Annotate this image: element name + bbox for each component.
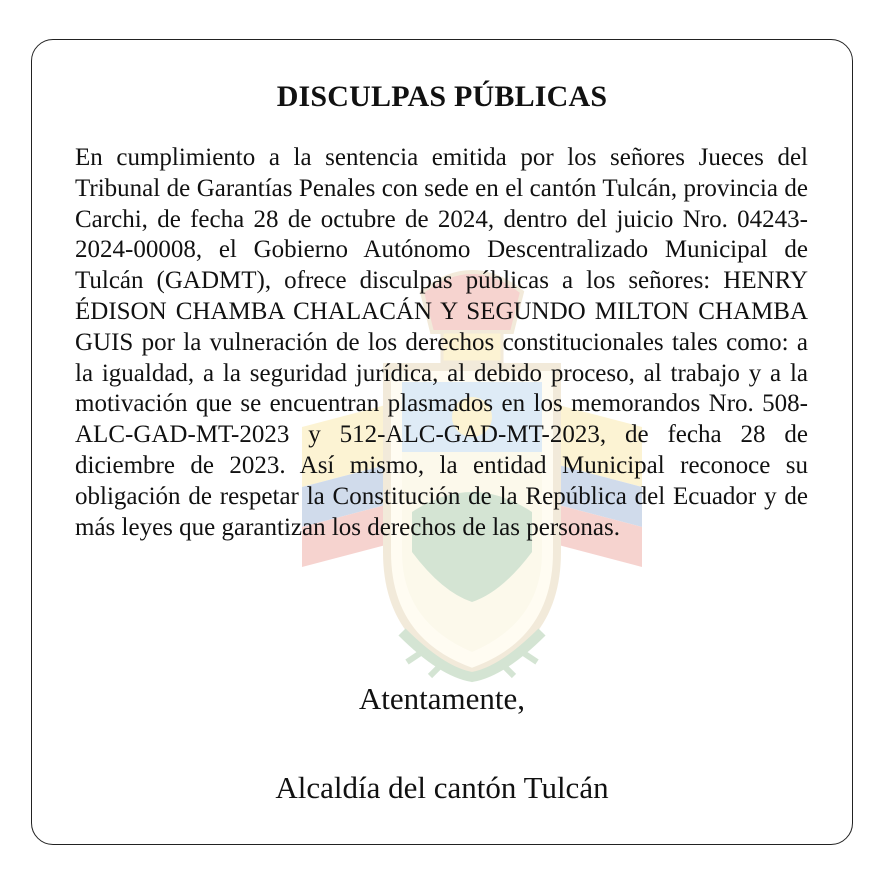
notice-frame [31,39,853,845]
notice-title: DISCULPAS PÚBLICAS [276,80,608,113]
laurel-icon [402,632,542,677]
closing-salutation: Atentamente, [358,681,526,716]
notice-body: En cumplimiento a la sentencia emitida por los señores Jueces del Tribunal de Garantías Penales con sede en el cantón Tulcán, provincia de Carchi, de fecha 28 de octubre de 2024, dentro del juicio Nro. 04243-2024-00008, el Gobierno Autónomo Descentralizado Municipal de Tulcán (GADMT), ofrece disculpas públicas a los señores: HENRY ÉDISON CHAMBA CHALACÁN Y SEGUNDO MILTON CHAMBA GUIS por la vulneración de los derechos constitucionales tales como: a la igualdad, a la seguridad jurídica, al debido proceso, al trabajo y a la motivación que se encuentran plasmados en los memorandos Nro. 508-ALC-GAD-MT-2023 y 512-ALC-GAD-MT-2023, de fecha 28 de diciembre de 2023. Así mismo, la entidad Municipal reconoce su obligación de respetar la Constitución de la República del Ecuador y de más leyes que garantizan los derechos de las personas. [75,144,808,541]
signature-line: Alcaldía del cantón Tulcán [275,770,609,805]
